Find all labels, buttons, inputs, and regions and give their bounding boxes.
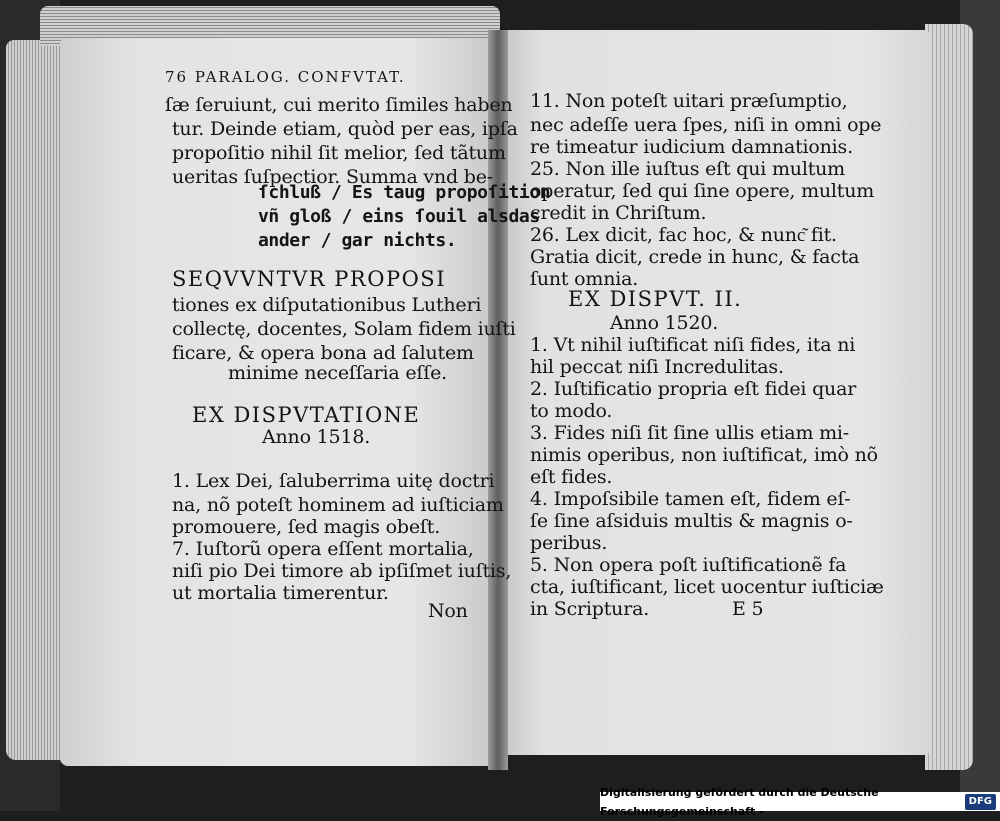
text-line: ſunt omnia.	[530, 268, 639, 290]
running-head: 76 PARALOG. CONFVTAT.	[165, 68, 406, 86]
text-line: 11. Non poteſt uitari præſumptio,	[530, 90, 848, 112]
page-edges-right	[925, 24, 973, 770]
text-line: ficare, & opera bona ad ſalutem	[172, 342, 474, 364]
text-line: niſi pio Dei timore ab ipſiſmet iuſtis,	[172, 560, 512, 582]
text-line: cta, iuſtificant, licet uocentur iuſticiæ	[530, 576, 884, 598]
footer-text: Digitalisierung gefördert durch die Deutsche Forschungsgemeinschaft -	[600, 785, 879, 818]
text-line: 25. Non ille iuſtus eſt qui multum	[530, 158, 846, 180]
text-line: re timeatur iudicium damnationis.	[530, 136, 853, 158]
section-heading: SEQVVNTVR PROPOSI	[172, 267, 446, 291]
text-line: ſæ ſeruiunt, cui merito ſimiles haben	[165, 94, 513, 116]
text-line: ſe ſine aſsiduis multis & magnis o-	[530, 510, 853, 532]
text-line: minime neceſſaria eſſe.	[228, 362, 447, 384]
text-line: na, nõ poteſt hominem ad iuſticiam	[172, 494, 504, 516]
text-line: credit in Chriſtum.	[530, 202, 707, 224]
text-line: collectę, docentes, Solam fidem iuſti	[172, 318, 516, 340]
blackletter-line: ander / gar nichts.	[258, 230, 457, 251]
text-line: in Scriptura.	[530, 598, 650, 620]
text-line: to modo.	[530, 400, 613, 422]
blackletter-line: vñ gloß / eins ſouil alsdas	[258, 206, 540, 227]
text-line: 7. Iuſtorũ opera eſſent mortalia,	[172, 538, 474, 560]
text-line: propoſitio nihil ſit melior, ſed tãtum	[172, 142, 506, 164]
text-line: 3. Fides niſi ſit ſine ullis etiam mi-	[530, 422, 850, 444]
text-line: nimis operibus, non iuſtificat, imò nõ	[530, 444, 878, 466]
text-line: operatur, ſed qui ſine opere, multum	[530, 180, 875, 202]
section-heading: EX DISPVT. II.	[568, 287, 743, 311]
text-line: tiones ex diſputationibus Lutheri	[172, 294, 482, 316]
year-line: Anno 1520.	[610, 312, 719, 334]
section-heading: EX DISPVTATIONE	[192, 403, 421, 427]
text-line: nec adeſſe uera ſpes, niſi in omni ope	[530, 114, 882, 136]
text-line: tur. Deinde etiam, quòd per eas, ipſa	[172, 118, 518, 140]
text-line: 1. Vt nihil iuſtificat niſi fides, ita ni	[530, 334, 856, 356]
page-edges-left	[6, 40, 66, 760]
text-line: peribus.	[530, 532, 608, 554]
text-line: 1. Lex Dei, ſaluberrima uitę doctri	[172, 470, 495, 492]
blackletter-line: ſchluß / Es taug propoſition	[258, 182, 551, 203]
text-line: Gratia dicit, crede in hunc, & facta	[530, 246, 860, 268]
text-line: hil peccat niſi Incredulitas.	[530, 356, 784, 378]
text-line: promouere, ſed magis obeſt.	[172, 516, 441, 538]
book-gutter	[488, 30, 508, 770]
text-line: 2. Iuſtificatio propria eſt fidei quar	[530, 378, 857, 400]
year-line: Anno 1518.	[262, 426, 371, 448]
signature-mark: E 5	[732, 598, 764, 620]
text-line: ut mortalia timerentur.	[172, 582, 389, 604]
text-line: 4. Impoſsibile tamen eſt, fidem eſ-	[530, 488, 851, 510]
text-line: eſt fides.	[530, 466, 613, 488]
text-line: 26. Lex dicit, fac hoc, & nunc͂ fit.	[530, 224, 837, 246]
dfg-logo-icon: DFG	[965, 794, 996, 810]
text-line: 5. Non opera poſt iuſtificationẽ fa	[530, 554, 847, 576]
catchword: Non	[428, 600, 468, 622]
funding-footer	[600, 785, 1000, 818]
text-line: ueritas ſuſpectior. Summa vnd be-	[172, 166, 494, 188]
